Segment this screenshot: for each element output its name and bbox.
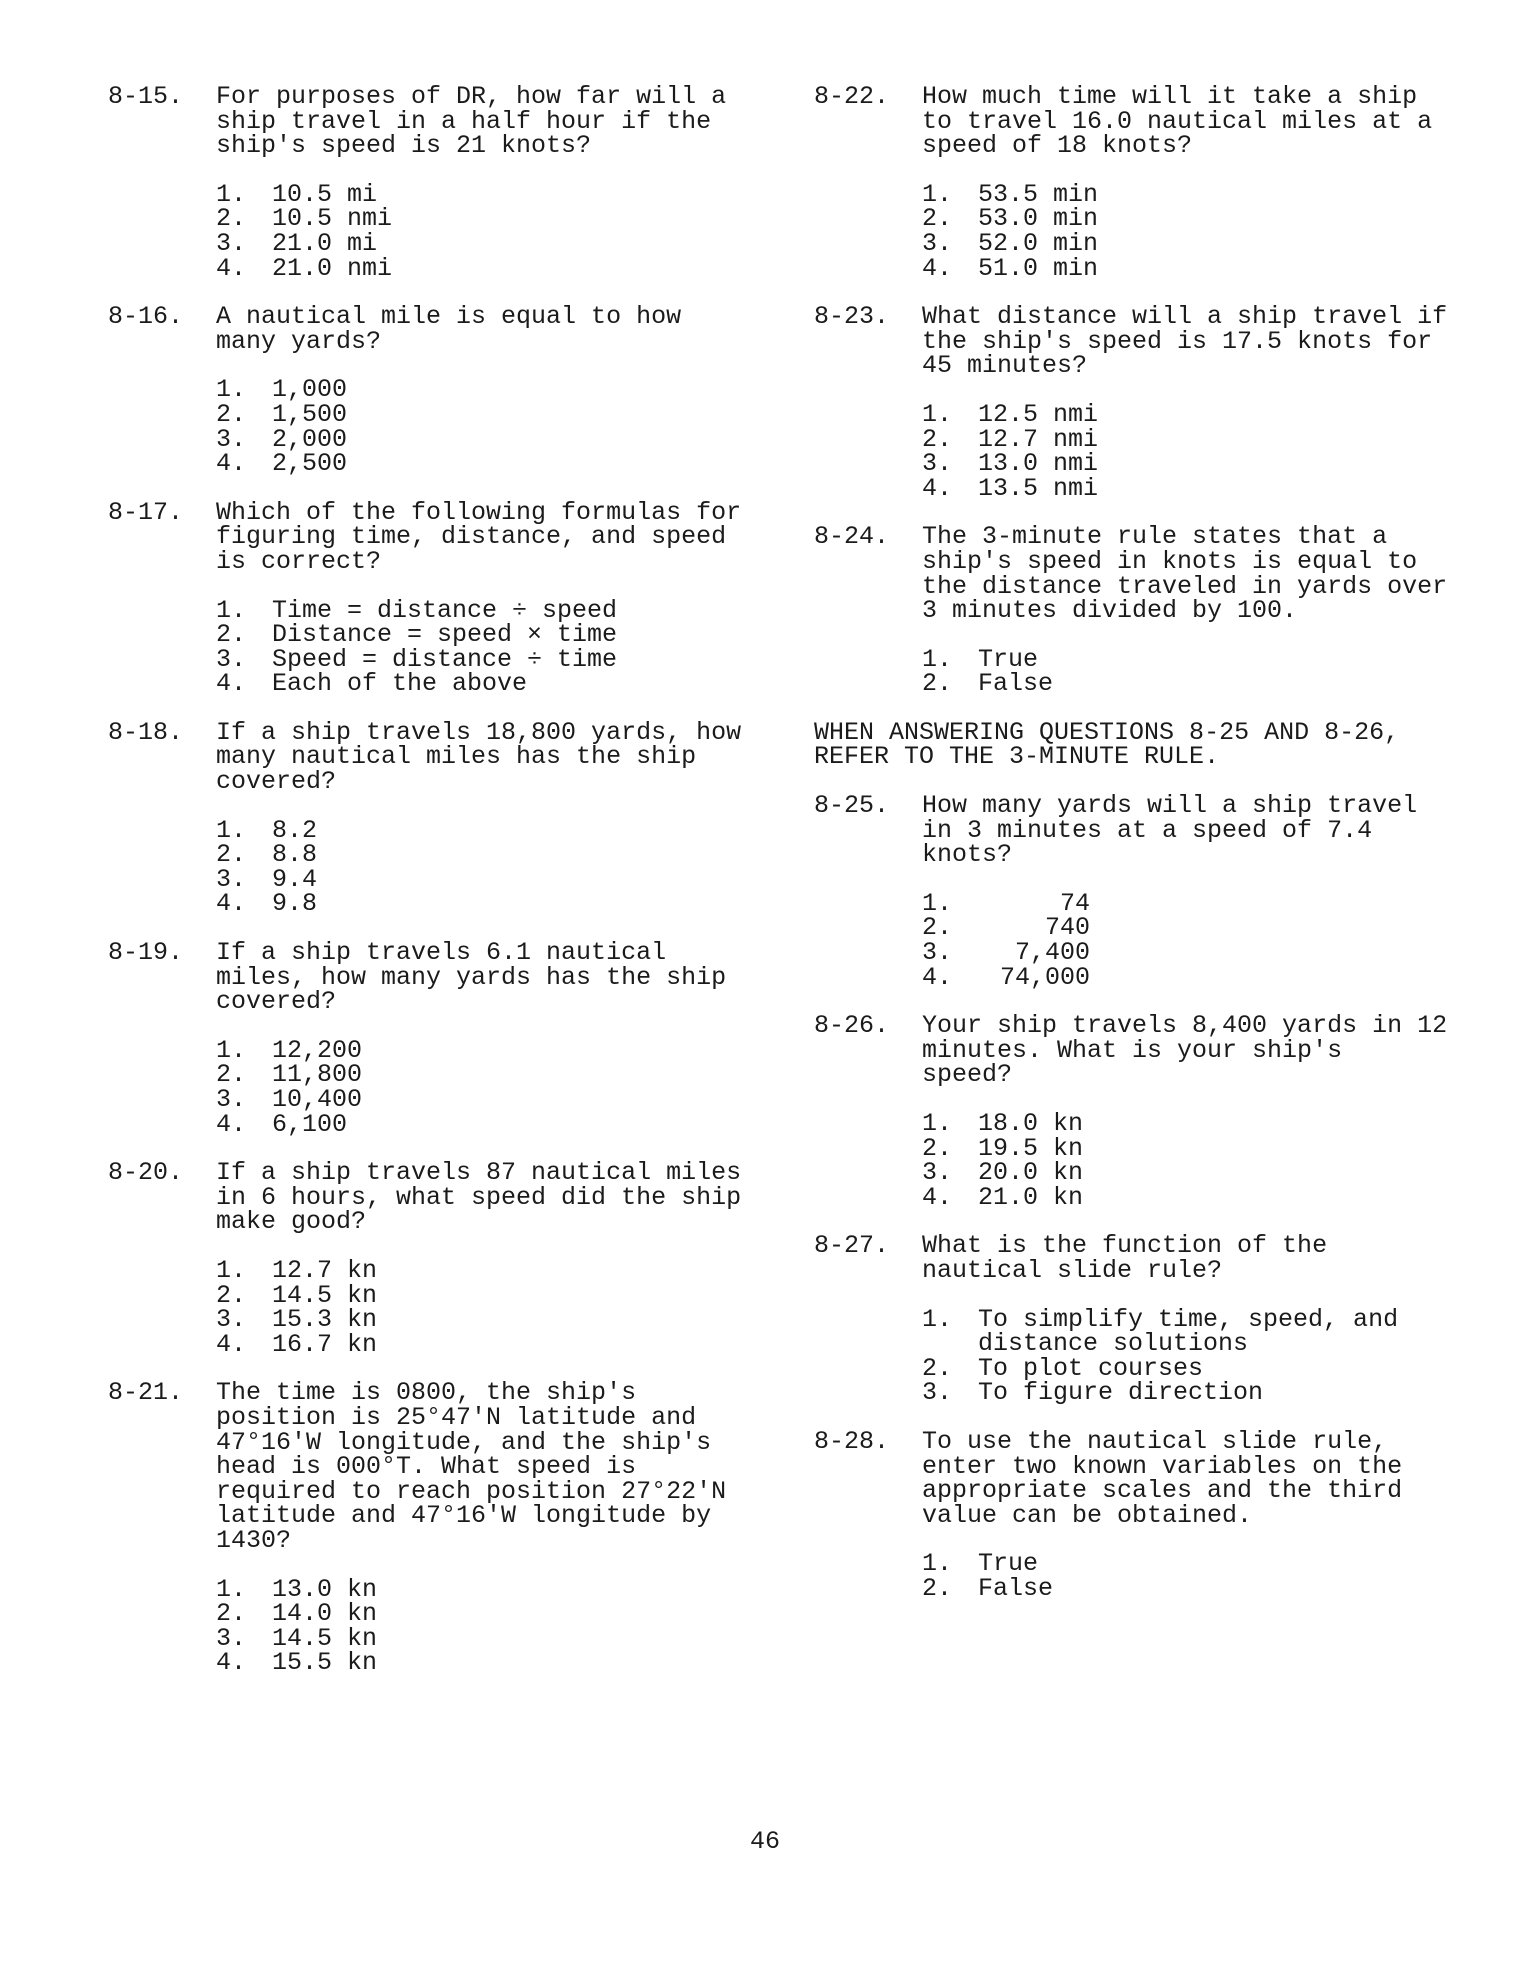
question-8-15	[108, 82, 748, 283]
option-text: 9.4	[272, 864, 318, 894]
option-text: 74,000	[999, 962, 1090, 992]
answer-option	[922, 913, 1454, 943]
question-body	[216, 497, 748, 699]
instruction-note: WHEN ANSWERING QUESTIONS 8-25 AND 8-26, REFER TO THE 3-MINUTE RULE.	[814, 717, 1400, 772]
question-text: What distance will a ship travel if the ship's speed is 17.5 knots for 45 minutes?	[922, 302, 1448, 381]
question-8-22	[814, 82, 1454, 283]
answer-option	[922, 228, 1454, 258]
question-body	[216, 1378, 748, 1678]
answer-options	[216, 815, 748, 919]
question-number: 8-17.	[108, 497, 184, 527]
option-number: 2.	[216, 840, 247, 870]
option-number: 1.	[216, 375, 247, 405]
answer-option	[216, 1085, 748, 1114]
option-number: 3.	[922, 228, 953, 258]
option-text: 13.0 nmi	[978, 449, 1099, 479]
question-text: How many yards will a ship travel in 3 minutes at a speed of 7.4 knots?	[922, 791, 1418, 870]
option-text: 1,500	[272, 399, 348, 429]
answer-option	[216, 253, 748, 283]
question-8-27	[814, 1231, 1454, 1408]
option-number: 1.	[922, 399, 953, 429]
answer-option	[216, 399, 748, 429]
question-text: If a ship travels 18,800 yards, how many nautical miles has the ship covered?	[216, 717, 742, 797]
question-body	[216, 938, 748, 1139]
option-text: 10,400	[272, 1085, 363, 1114]
option-text: 14.5 kn	[272, 1280, 378, 1310]
option-number: 1.	[922, 1304, 953, 1334]
question-body	[216, 82, 748, 283]
option-number: 3.	[216, 1085, 247, 1114]
option-number: 3.	[922, 1378, 953, 1408]
option-number: 4.	[216, 669, 247, 699]
option-text: 12.7 nmi	[978, 424, 1099, 454]
question-text: What is the function of the nautical slide rule?	[922, 1231, 1328, 1285]
question-text: If a ship travels 6.1 nautical miles, how many yards has the ship covered?	[216, 938, 727, 1017]
question-number: 8-21.	[108, 1378, 184, 1408]
answer-options	[922, 1109, 1454, 1212]
question-8-18	[108, 717, 748, 919]
option-number: 1.	[216, 1574, 247, 1604]
option-text: 6,100	[272, 1109, 348, 1139]
answer-options	[922, 888, 1454, 992]
question-body	[922, 791, 1454, 992]
option-text: Each of the above	[272, 669, 528, 699]
answer-options	[216, 1035, 748, 1139]
answer-option	[216, 449, 748, 479]
option-number: 3.	[216, 424, 247, 454]
option-number: 2.	[216, 1280, 247, 1310]
question-text: To use the nautical slide rule, enter two known variables on the appropriate scales and the third value can be obtained.	[922, 1426, 1403, 1530]
question-number: 8-25.	[814, 791, 890, 821]
question-body	[922, 302, 1454, 503]
question-number: 8-23.	[814, 302, 890, 332]
question-8-23	[814, 302, 1454, 503]
option-number: 1.	[922, 1109, 953, 1138]
option-text: True	[978, 644, 1039, 674]
option-number: 4.	[216, 1329, 247, 1359]
option-number: 2.	[216, 399, 247, 429]
answer-option	[216, 228, 748, 258]
question-number: 8-26.	[814, 1011, 890, 1041]
option-text: 9.8	[272, 889, 318, 919]
question-8-24	[814, 522, 1454, 699]
option-text: 74	[1059, 888, 1090, 918]
option-number: 4.	[216, 449, 247, 479]
question-8-20	[108, 1158, 748, 1359]
option-number: 2.	[922, 669, 953, 699]
question-body	[922, 522, 1454, 699]
option-text: 19.5 kn	[978, 1133, 1084, 1163]
option-number: 4.	[922, 962, 953, 992]
question-number: 8-28.	[814, 1426, 890, 1456]
question-text: The time is 0800, the ship's position is 25°47'N latitude and 47°16'W longitude, and the ship's head is 000°T. What speed is required to reach position 27°22'N latitude and 47°16'W longitude by 1430?	[216, 1378, 727, 1555]
option-number: 3.	[922, 449, 953, 479]
option-number: 3.	[922, 938, 953, 968]
option-text: False	[978, 669, 1054, 699]
option-text: 10.5 nmi	[272, 204, 393, 234]
question-8-16	[108, 302, 748, 479]
question-body	[922, 1231, 1454, 1408]
option-number: 4.	[922, 473, 953, 503]
option-number: 3.	[216, 228, 247, 258]
option-number: 1.	[216, 815, 247, 845]
question-8-21	[108, 1378, 748, 1678]
question-body	[216, 717, 748, 919]
answer-option	[922, 1573, 1454, 1603]
option-text: 14.5 kn	[272, 1623, 378, 1653]
option-text: 20.0 kn	[978, 1158, 1084, 1188]
option-text: 12.5 nmi	[978, 399, 1099, 429]
option-text: 11,800	[272, 1060, 363, 1090]
question-number: 8-20.	[108, 1158, 184, 1188]
option-text: True	[978, 1549, 1039, 1579]
option-number: 1.	[922, 1549, 953, 1579]
question-text: Your ship travels 8,400 yards in 12 minutes. What is your ship's speed?	[922, 1011, 1448, 1090]
question-8-19	[108, 938, 748, 1139]
answer-option	[216, 889, 748, 919]
option-text: 2,000	[272, 424, 348, 454]
page-number: 46	[749, 1827, 780, 1856]
option-text: 12,200	[272, 1035, 363, 1065]
right-column-questions-b	[814, 791, 1454, 1603]
question-number: 8-24.	[814, 522, 890, 552]
question-8-25	[814, 791, 1454, 992]
option-text: 740	[1044, 913, 1090, 943]
option-number: 3.	[216, 1623, 247, 1653]
question-text: The 3-minute rule states that a ship's speed in knots is equal to the distance traveled in yards over 3 minutes divided by 100.	[922, 522, 1448, 626]
answer-option	[216, 1599, 748, 1629]
option-number: 1.	[216, 595, 247, 625]
answer-option	[922, 399, 1454, 429]
answer-option	[216, 1109, 748, 1139]
option-text: 8.8	[272, 840, 318, 870]
question-number: 8-18.	[108, 717, 184, 747]
option-text: Distance = speed × time	[272, 620, 618, 650]
option-text: 53.0 min	[978, 204, 1099, 234]
option-text: False	[978, 1573, 1054, 1603]
answer-options	[922, 399, 1454, 503]
question-body	[922, 82, 1454, 283]
answer-option	[922, 938, 1454, 968]
answer-option	[922, 253, 1454, 283]
question-text: For purposes of DR, how far will a ship travel in a half hour if the ship's speed is 21 knots?	[216, 82, 727, 161]
option-text: Speed = distance ÷ time	[272, 644, 618, 674]
answer-option	[216, 669, 748, 699]
option-text: 2,500	[272, 449, 348, 479]
answer-option	[216, 1255, 748, 1285]
option-text: 21.0 nmi	[272, 253, 393, 283]
answer-options	[216, 179, 748, 283]
answer-options	[922, 179, 1454, 283]
answer-option	[216, 1648, 748, 1678]
answer-option	[922, 1109, 1454, 1138]
question-number: 8-15.	[108, 82, 184, 111]
question-text: How much time will it take a ship to travel 16.0 nautical miles at a speed of 18 knots?	[922, 82, 1433, 161]
option-number: 3.	[216, 1305, 247, 1335]
option-number: 2.	[922, 1573, 953, 1603]
option-text: To figure direction	[978, 1378, 1264, 1408]
question-text: A nautical mile is equal to how many yards?	[216, 302, 682, 356]
option-number: 2.	[216, 1060, 247, 1090]
right-column-questions-a	[814, 82, 1454, 699]
option-number: 4.	[216, 1648, 247, 1678]
answer-option	[922, 962, 1454, 992]
option-text: 16.7 kn	[272, 1329, 378, 1359]
option-number: 4.	[922, 1182, 953, 1212]
option-number: 2.	[922, 204, 953, 234]
answer-option	[216, 620, 748, 650]
option-number: 4.	[216, 253, 247, 283]
answer-options	[922, 1549, 1454, 1603]
question-number: 8-19.	[108, 938, 184, 968]
option-number: 2.	[922, 1353, 953, 1383]
option-number: 3.	[922, 1158, 953, 1188]
option-text: 14.0 kn	[272, 1599, 378, 1629]
question-body	[216, 302, 748, 479]
option-text: To plot courses	[978, 1353, 1204, 1383]
option-number: 2.	[216, 1599, 247, 1629]
option-text: 10.5 mi	[272, 179, 378, 209]
question-8-28	[814, 1426, 1454, 1603]
option-text: 15.3 kn	[272, 1305, 378, 1335]
option-text: Time = distance ÷ speed	[272, 595, 618, 625]
answer-option	[922, 1378, 1454, 1408]
option-text: 21.0 kn	[978, 1182, 1084, 1212]
option-text: 7,400	[1014, 938, 1090, 968]
answer-options	[216, 595, 748, 699]
answer-option	[922, 888, 1454, 918]
question-number: 8-16.	[108, 302, 184, 332]
answer-option	[922, 1304, 1454, 1359]
right-column	[814, 82, 1454, 1626]
question-text: Which of the following formulas for figuring time, distance, and speed is correct?	[216, 497, 742, 576]
option-number: 2.	[922, 1133, 953, 1163]
option-text: 12.7 kn	[272, 1255, 378, 1285]
answer-option	[216, 1329, 748, 1359]
answer-option	[922, 1182, 1454, 1212]
option-number: 2.	[922, 913, 953, 943]
option-number: 2.	[216, 204, 247, 234]
question-number: 8-22.	[814, 82, 890, 111]
option-number: 1.	[216, 179, 247, 209]
option-number: 2.	[216, 620, 247, 650]
option-number: 1.	[216, 1255, 247, 1285]
option-number: 1.	[922, 179, 953, 209]
option-number: 4.	[216, 889, 247, 919]
option-text: 13.0 kn	[272, 1574, 378, 1604]
left-column	[108, 82, 748, 1700]
option-number: 1.	[922, 644, 953, 674]
answer-option	[922, 669, 1454, 699]
option-text: 8.2	[272, 815, 318, 845]
option-number: 4.	[216, 1109, 247, 1139]
question-number: 8-27.	[814, 1231, 890, 1261]
answer-option	[922, 473, 1454, 503]
option-number: 3.	[216, 644, 247, 674]
answer-options	[216, 375, 748, 479]
option-number: 3.	[216, 864, 247, 894]
answer-options	[922, 644, 1454, 699]
option-text: 53.5 min	[978, 179, 1099, 209]
question-body	[216, 1158, 748, 1359]
option-text: 18.0 kn	[978, 1109, 1084, 1138]
option-number: 2.	[922, 424, 953, 454]
option-text: 13.5 nmi	[978, 473, 1099, 503]
option-text: 15.5 kn	[272, 1648, 378, 1678]
answer-options	[922, 1304, 1454, 1408]
answer-options	[216, 1574, 748, 1678]
option-number: 4.	[922, 253, 953, 283]
question-body	[922, 1426, 1454, 1603]
option-text: 21.0 mi	[272, 228, 378, 258]
question-body	[922, 1011, 1454, 1212]
option-text: 51.0 min	[978, 253, 1099, 283]
question-text: If a ship travels 87 nautical miles in 6 hours, what speed did the ship make good?	[216, 1158, 742, 1237]
option-number: 1.	[216, 1035, 247, 1065]
answer-options	[216, 1255, 748, 1359]
option-text: 1,000	[272, 375, 348, 405]
question-8-17	[108, 497, 748, 699]
option-text: To simplify time, speed, and distance solutions	[978, 1304, 1399, 1359]
option-text: 52.0 min	[978, 228, 1099, 258]
question-8-26	[814, 1011, 1454, 1212]
option-number: 1.	[922, 888, 953, 918]
